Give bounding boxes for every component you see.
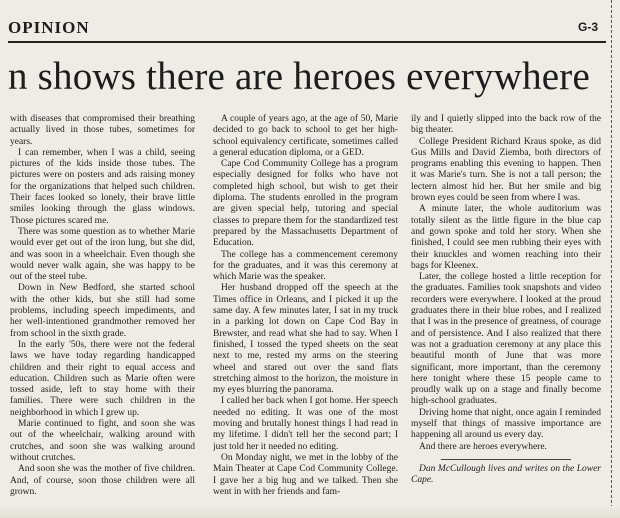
article-body (10, 114, 606, 514)
byline-rule (441, 459, 571, 460)
paragraph: Cape Cod Community College has a program especially designed for folks who have not completed high school, but wish to get their diploma. The students enrolled in the program are given special help, tutoring and special classes to prepare them for the standardized test prepared by the Massachusetts Department of Education. (213, 159, 398, 249)
paragraph: with diseases that compromised their breathing actually lived in those tubes, sometimes for years. (10, 114, 195, 147)
paragraph: Down in New Bedford, she started school with the other kids, but she still had some problems, including speech impediments, and her well-intentioned grandmother removed her from school in the sixth grade. (10, 283, 195, 339)
paragraph: A minute later, the whole auditorium was totally silent as the little figure in the blue cap and gown spoke and told her story. When she finished, I could see men rubbing their eyes with their knuckles and women reaching into their bags for Kleenex. (411, 204, 601, 271)
paragraph: I called her back when I got home. Her speech needed no editing. It was one of the most moving and brutally honest things I had read in my lifetime. I didn't tell her the second part; I just told her it needed no editing. (213, 396, 398, 452)
paragraph: A couple of years ago, at the age of 50, Marie decided to go back to school to get her high-school equivalency certificate, sometimes called a general education diploma, or a GED. (213, 114, 398, 158)
paragraph: And there are heroes everywhere. (419, 441, 547, 452)
section-label: OPINION (8, 18, 90, 37)
byline: Dan McCullough lives and writes on the Lower Cape. (411, 463, 601, 486)
paragraph: Driving home that night, once again I reminded myself that things of massive importance are happening all around us every day. (411, 407, 601, 441)
paragraph: ily and I quietly slipped into the back row of the big theater. (411, 114, 601, 136)
paragraph: Later, the college hosted a little reception for the graduates. Families took snapshots and video recorders were everywhere. I looked at the proud graduates there in their blue robes, and I realized that I was in the presence of greatness, of courage and of persistence. And I also realized that there was not a graduation ceremony at any place this beautiful month of June that was more significant, more important, than the ceremony here tonight where these 15 people came to proudly walk up on a stage and finally become high-school graduates. (411, 272, 601, 407)
page-number: G-3 (577, 20, 598, 34)
torn-edge (611, 0, 614, 518)
paragraph: Marie continued to fight, and soon she was out of the wheelchair, walking around with crutches, and soon she was walking around without crutches. (10, 419, 195, 463)
article-column-2 (213, 114, 398, 518)
paragraph: And soon she was the mother of five children. And, of course, soon those children were all grown. (10, 464, 195, 497)
paragraph: The college has a commencement ceremony for the graduates, and it was this ceremony at which Marie was the speaker. (213, 249, 398, 283)
page-fold (0, 506, 620, 518)
article-column-1 (10, 114, 195, 518)
paragraph: On Monday night, we met in the lobby of the Main Theater at Cape Cod Community College. I gave her a big hug and we talked. Then she went in with her friends and fam- (213, 452, 398, 497)
paragraph: In the early '50s, there were not the federal laws we have today regarding handicapped children and their right to equal access and education. Children such as Marie often were tossed aside, left to stay home with their families. There were such children in the neighborhood in which I grew up. (10, 339, 195, 418)
paragraph: I can remember, when I was a child, seeing pictures of the kids inside those tubes. The pictures were on posters and ads raising money for the organizations that helped such children. Their faces looked so lonely, their brave little smiles looking through the glass windows. Those pictures scared me. (10, 147, 195, 226)
section-header (0, 8, 620, 38)
paragraph: Her husband dropped off the speech at the Times office in Orleans, and I picked it up the same day. A few minutes later, I sat in my truck in a parking lot down on Cape Cod Bay in Brewster, and read what she had to say. When I finished, I tossed the typed sheets on the seat next to me, rested my arms on the steering wheel and stared out over the sand flats stretching almost to the horizon, the moisture in my eyes blurring the panorama. (213, 283, 398, 396)
paragraph: There was some question as to whether Marie would ever get out of the iron lung, but she did, and was soon in a wheelchair. Even though she would never walk again, she was happy to be out of the steel tube. (10, 226, 195, 283)
section-rule (8, 41, 606, 43)
article-column-3 (411, 114, 601, 518)
paragraph: College President Richard Kraus spoke, as did Gus Mills and David Ziemba, both directors of programs enabling this evening to happen. Then it was Marie's turn. She is not a tall person; the lectern almost hid her. But her smile and big brown eyes could be seen from where I was. (411, 136, 601, 204)
headline: n shows there are heroes everywhere (8, 55, 590, 98)
